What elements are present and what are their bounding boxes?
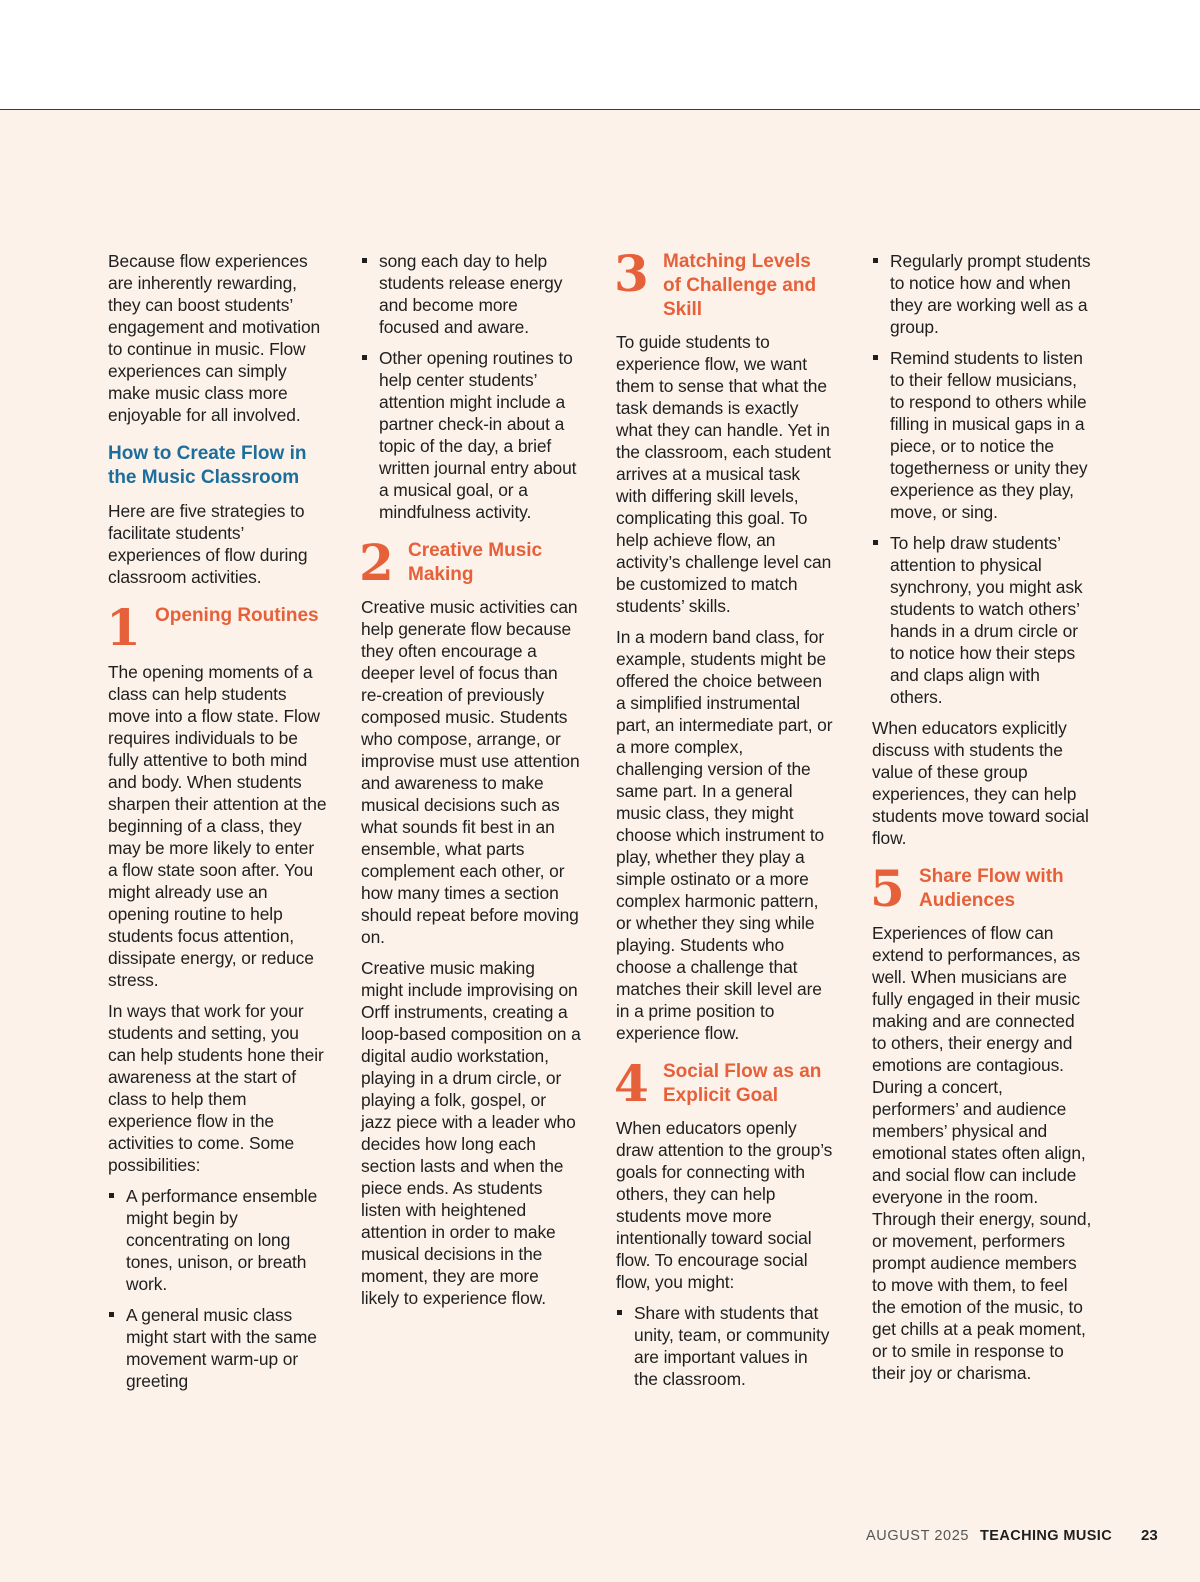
column-3 (614, 244, 834, 1399)
column-2 (361, 250, 581, 1318)
section-3-title: Matching Levels of Challenge and Skill (663, 251, 817, 320)
bullet-item: Share with students that unity, team, or community are important values in the classroom. (616, 1302, 834, 1390)
strategies-intro: Here are five strategies to facilitate students’ experiences of flow during classroom activities. (108, 501, 308, 587)
section-2-paragraph: Creative music making might include improvising on Orff instruments, creating a loop-based composition on a digital audio workstation, playing in a drum circle, or playing a folk, gospel, or jazz piece with a leader who decides how long each section lasts and when the piece ends. As students listen with heightened attention in order to make musical decisions in the moment, they are more likely to experience flow. (361, 958, 581, 1308)
section-3-number: 3 (614, 244, 649, 303)
section-5-title: Share Flow with Audiences (919, 866, 1064, 911)
section-1-paragraph: The opening moments of a class can help students move into a flow state. Flow requires individuals to be fully attentive to both mind and body. When students sharpen their attention at the beginning of a class, they may be more likely to enter a flow state soon after. You might already use an opening routine to help students focus attention, dissipate energy, or reduce stress. (108, 662, 327, 990)
bullet-item: Other opening routines to help center students’ attention might include a partner check-in about a topic of the day, a brief written journal entry about a musical goal, or a mindfulness activity. (361, 347, 581, 523)
bullet-item: A performance ensemble might begin by concentrating on long tones, unison, or breath work. (108, 1185, 328, 1295)
column-4 (872, 250, 1092, 1393)
section-3-paragraph: In a modern band class, for example, students might be offered the choice between a simplified instrumental part, an intermediate part, or a more complex, challenging version of the same part. In a general music class, they might choose which instrument to play, whether they play a simple ostinato or a more complex harmonic pattern, or whether they sing while playing. Students who choose a challenge that matches their skill level are in a prime position to experience flow. (616, 627, 833, 1043)
section-4-closing: When educators explicitly discuss with students the value of these group experiences, they can help students move toward social flow. (872, 718, 1089, 848)
bullet-item: To help draw students’ attention to physical synchrony, you might ask students to watch others’ hands in a drum circle or to notice how their steps and claps align with others. (872, 532, 1092, 708)
section-4-bullet-list (616, 1302, 834, 1390)
section-1-bullet-list-continued (361, 250, 581, 523)
bullet-item: Remind students to listen to their fellow musicians, to respond to others while filling in musical gaps in a piece, or to notice the togetherness or unity they experience as they play, move, or sing. (872, 347, 1092, 523)
section-4-bullet-list-continued (872, 250, 1092, 708)
top-margin (0, 0, 1200, 109)
section-5-heading (870, 859, 1092, 918)
section-2-heading (359, 533, 581, 592)
section-2-number: 2 (359, 533, 394, 592)
section-5-paragraph: Experiences of flow can extend to performances, as well. When musicians are fully engaged in their music making and are connected to others, their energy and emotions are contagious. During a concert, performers’ and audience members’ physical and emotional states often align, and social flow can include everyone in the room. Through their energy, sound, or movement, performers prompt audience members to move with them, to feel the emotion of the music, to get chills at a peak moment, or to smile in response to their joy or charisma. (872, 923, 1092, 1383)
section-1-paragraph: In ways that work for your students and setting, you can help students hone their awareness at the start of class to help them experience flow in the activities to come. Some possibilities: (108, 1001, 324, 1175)
section-4-number: 4 (614, 1054, 649, 1113)
section-3-paragraph: To guide students to experience flow, we want them to sense that what the task demands is exactly what they can handle. Yet in the classroom, each student arrives at a musical task with differing skill levels, complicating this goal. To help achieve flow, an activity’s challenge level can be customized to match students’ skills. (616, 332, 832, 616)
section-1-heading (106, 598, 328, 657)
bullet-item: Regularly prompt students to notice how and when they are working well as a group. (872, 250, 1092, 338)
section-4-paragraph: When educators openly draw attention to the group’s goals for connecting with others, they can help students move more intentionally toward social flow. To encourage social flow, you might: (616, 1118, 833, 1292)
section-2-title: Creative Music Making (408, 540, 543, 585)
section-4-heading (614, 1054, 834, 1113)
bullet-item: A general music class might start with the same movement warm-up or greeting (108, 1304, 328, 1392)
section-2-paragraph: Creative music activities can help generate flow because they often encourage a deeper level of focus than re-creation of previously composed music. Students who compose, arrange, or improvise must use attention and awareness to make musical decisions such as what sounds fit best in an ensemble, what parts complement each other, or how many times a section should repeat before moving on. (361, 597, 580, 947)
section-3-heading (614, 244, 834, 322)
footer-date: AUGUST 2025 (866, 1528, 970, 1544)
section-4-title: Social Flow as an Explicit Goal (663, 1061, 822, 1106)
section-subheading: How to Create Flow in the Music Classroom (108, 443, 307, 488)
section-1-title: Opening Routines (155, 605, 319, 626)
section-1-number: 1 (106, 598, 141, 657)
section-5-number: 5 (870, 859, 905, 918)
bullet-continuation: song each day to help students release energy and become more focused and aware. (361, 250, 581, 338)
column-1 (108, 250, 328, 1401)
footer-magazine-name: TEACHING MUSIC (980, 1528, 1113, 1544)
intro-paragraph: Because flow experiences are inherently rewarding, they can boost students’ engagement and motivation to continue in music. Flow experiences can simply make music class more enjoyable for all involved. (108, 251, 321, 425)
page-number: 23 (1141, 1527, 1158, 1544)
section-1-bullet-list (108, 1185, 328, 1392)
